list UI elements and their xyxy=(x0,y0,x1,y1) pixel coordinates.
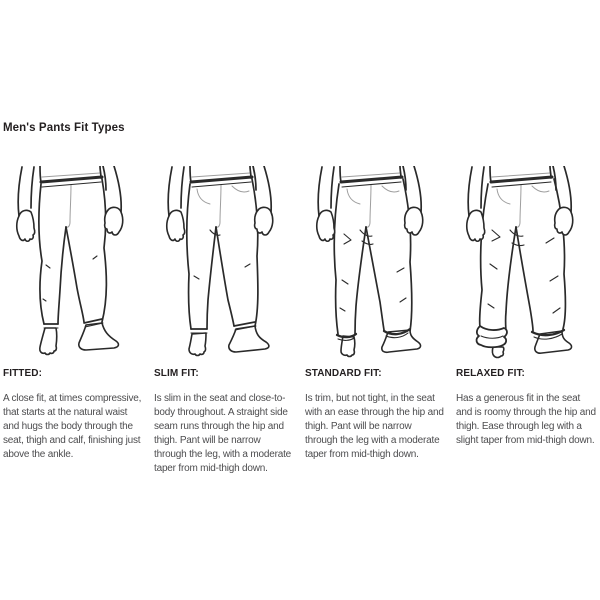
fit-column-relaxed xyxy=(456,368,596,476)
fit-heading-fitted: FITTED: xyxy=(3,368,43,379)
figure-cell-standard xyxy=(300,166,450,361)
fitted-pants-illustration xyxy=(0,166,150,361)
fit-heading-relaxed: RELAXED FIT: xyxy=(456,368,525,379)
fit-heading-slim: SLIM FIT: xyxy=(154,368,199,379)
fit-description-standard: Is trim, but not tight, in the seat with an ease through the hip and thigh. Pant will be narrow through the leg with a moderate taper from mid-thigh down. xyxy=(305,393,444,460)
slim-fit-pants-illustration xyxy=(150,166,300,361)
fit-description-fitted: A close fit, at times compressive, that starts at the natural waist and hugs the body through the seat, thigh and calf, finishing just above the ankle. xyxy=(3,393,142,460)
figures-row xyxy=(0,166,600,361)
fit-column-standard xyxy=(305,368,445,476)
figure-cell-relaxed xyxy=(450,166,600,361)
figure-cell-slim xyxy=(150,166,300,361)
descriptions-row xyxy=(3,368,599,476)
fit-description-relaxed: Has a generous fit in the seat and is roomy through the hip and thigh. Ease through leg with a slight taper from mid-thigh down. xyxy=(456,393,596,446)
relaxed-fit-pants-illustration xyxy=(450,166,600,361)
fit-column-slim xyxy=(154,368,294,476)
fit-column-fitted xyxy=(3,368,143,476)
figure-cell-fitted xyxy=(0,166,150,361)
page-title: Men's Pants Fit Types xyxy=(3,122,125,134)
fit-heading-standard: STANDARD FIT: xyxy=(305,368,382,379)
standard-fit-pants-illustration xyxy=(300,166,450,361)
fit-description-slim: Is slim in the seat and close-to-body throughout. A straight side seam runs through the hip and thigh. Pant will be narrow through the leg, with a moderate taper from mid-thigh down. xyxy=(154,393,292,474)
